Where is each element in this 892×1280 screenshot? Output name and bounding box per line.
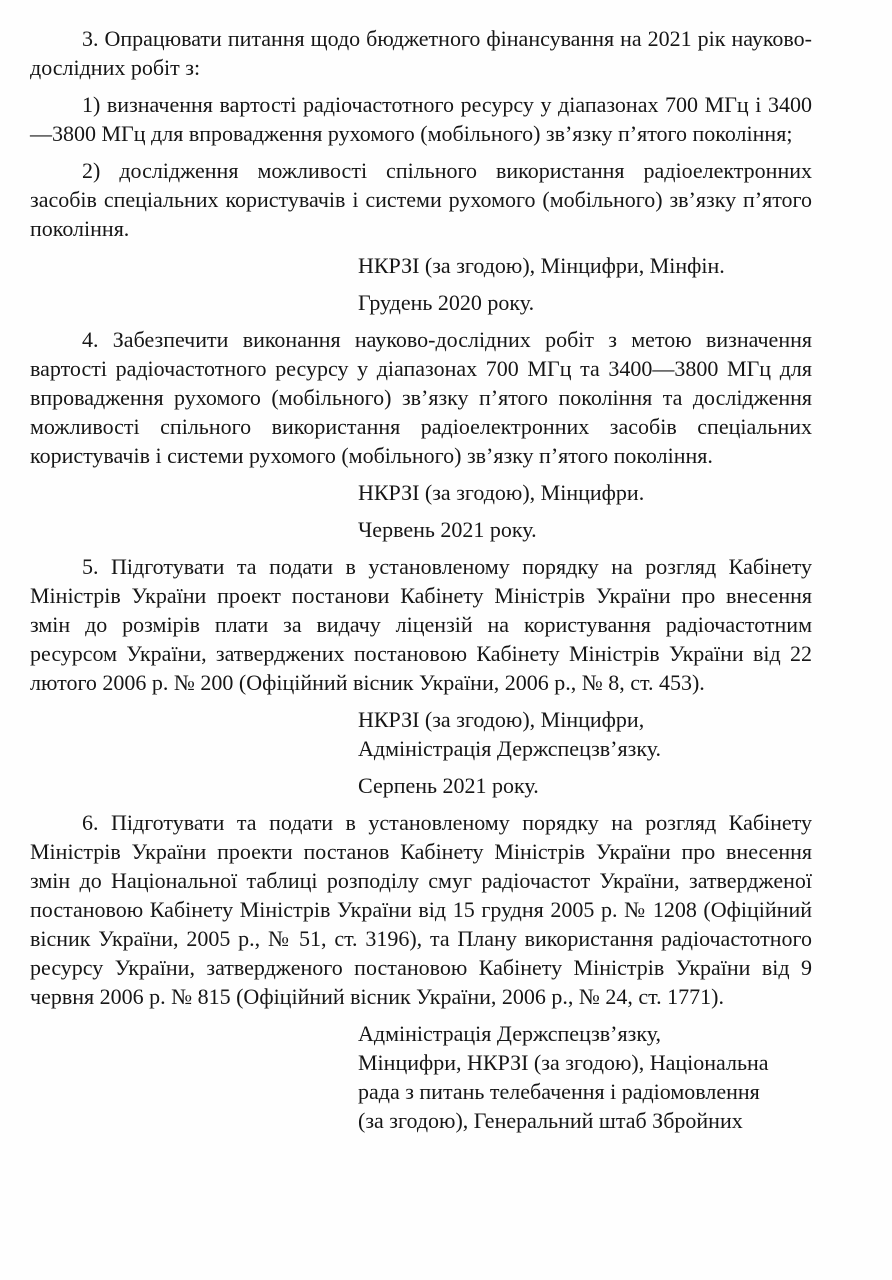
item-5-responsible-line-1: НКРЗІ (за згодою), Мінцифри, [358,707,645,732]
item-3-subitem-2: 2) дослідження можливості спільного використання радіоелектронних засобів спеціальних користувачів і системи рухомого (мобільного) зв’язку п’ятого покоління. [30,158,812,241]
document-body [30,24,812,1143]
item-3-subitem-1: 1) визначення вартості радіочастотного ресурсу у діапазонах 700 МГц і 3400—3800 МГц для впровадження рухомого (мобільного) зв’язку п’ятого покоління; [30,92,812,146]
item-6-text: 6. Підготувати та подати в установленому порядку на розгляд Кабінету Міністрів України проекти постанов Кабінету Міністрів України про внесення змін до Національної таблиці розподілу смуг радіочастот України, затвердженої постановою Кабінету Міністрів України від 15 грудня 2005 р. № 1208 (Офіційний вісник України, 2005 р., № 51, ст. 3196), та Плану використання радіочастотного ресурсу України, затвердженого постановою Кабінету Міністрів України від 9 червня 2006 р. № 815 (Офіційний вісник України, 2006 р., № 24, ст. 1771). [30,810,812,1009]
item-5-text: 5. Підготувати та подати в установленому порядку на розгляд Кабінету Міністрів України проект постанови Кабінету Міністрів України про внесення змін до розмірів плати за видачу ліцензій на користування радіочастотним ресурсом України, затверджених постановою Кабінету Міністрів України від 22 лютого 2006 р. № 200 (Офіційний вісник України, 2006 р., № 8, ст. 453). [30,554,812,695]
item-4-responsible-block [358,478,812,507]
item-5-deadline: Серпень 2021 року. [358,773,539,798]
item-3-intro: 3. Опрацювати питання щодо бюджетного фінансування на 2021 рік науково-дослідних робіт з: [30,26,812,80]
item-3-responsible-block [358,251,812,280]
item-3-responsible-line: НКРЗІ (за згодою), Мінцифри, Мінфін. [358,253,725,278]
item-6-responsible-line-2: Мінцифри, НКРЗІ (за згодою), Національна [358,1050,769,1075]
item-6-responsible-line-3: рада з питань телебачення і радіомовлення [358,1079,760,1104]
item-3-deadline: Грудень 2020 року. [358,290,535,315]
item-4-responsible-line: НКРЗІ (за згодою), Мінцифри. [358,480,645,505]
item-6-responsible-block [358,1019,812,1135]
item-5-responsible-block [358,705,812,763]
item-6-responsible-line-1: Адміністрація Держспецзв’язку, [358,1021,661,1046]
item-4-deadline: Червень 2021 року. [358,517,537,542]
item-5-responsible-line-2: Адміністрація Держспецзв’язку. [358,736,661,761]
item-4-text: 4. Забезпечити виконання науково-дослідних робіт з метою визначення вартості радіочастотного ресурсу у діапазонах 700 МГц та 3400—3800 МГц для впровадження рухомого (мобільного) зв’язку п’ятого покоління та дослідження можливості спільного використання радіоелектронних засобів спеціальних користувачів і системи рухомого (мобільного) зв’язку п’ятого покоління. [30,327,812,468]
item-6-responsible-line-4: (за згодою), Генеральний штаб Збройних [358,1108,743,1133]
